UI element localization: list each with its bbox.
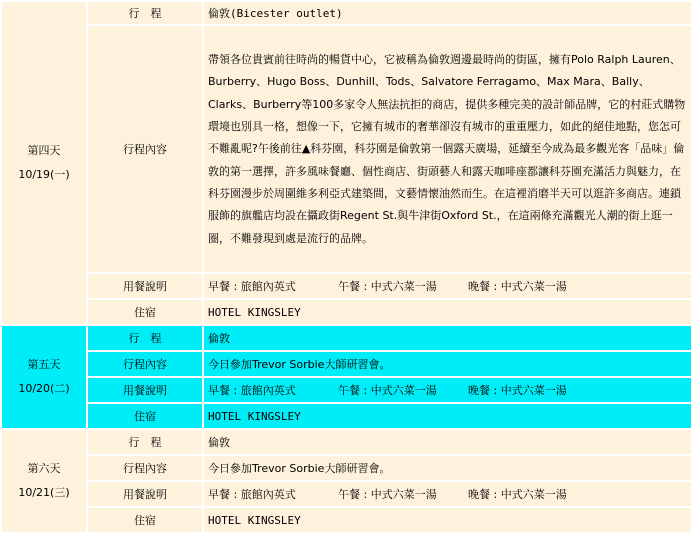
day-4-content-row: [2, 26, 691, 272]
day-label: 第四天: [27, 144, 61, 157]
breakfast: 早餐 : 旅館內英式: [208, 488, 296, 501]
lunch: 午餐 : 中式六菜一湯: [338, 384, 437, 397]
lunch: 午餐 : 中式六菜一湯: [338, 280, 437, 293]
hotel-label: 住宿: [88, 404, 202, 428]
route-label: 行 程: [88, 2, 202, 24]
dinner: 晚餐 : 中式六菜一湯: [468, 384, 567, 397]
dinner: 晚餐 : 中式六菜一湯: [468, 280, 567, 293]
day-label: 第六天: [27, 462, 61, 475]
dinner: 晚餐 : 中式六菜一湯: [468, 488, 567, 501]
day-5-content-row: [2, 352, 691, 376]
route-value: 倫敦(Bicester outlet): [204, 2, 691, 24]
lunch: 午餐 : 中式六菜一湯: [338, 488, 437, 501]
hotel-value: HOTEL KINGSLEY: [204, 508, 691, 532]
content-label: 行程內容: [88, 26, 202, 272]
day-6-route-row: [2, 430, 691, 454]
hotel-label: 住宿: [88, 508, 202, 532]
breakfast: 早餐 : 旅館內英式: [208, 280, 296, 293]
hotel-value: HOTEL KINGSLEY: [204, 404, 691, 428]
meals-label: 用餐說明: [88, 482, 202, 506]
content-label: 行程內容: [88, 456, 202, 480]
day-5-route-row: [2, 326, 691, 350]
day-date: 10/21(三): [18, 486, 70, 499]
meals-value: [204, 378, 691, 402]
day-4-meals-row: [2, 274, 691, 298]
content-value: 今日參加Trevor Sorbie大師研習會。: [204, 456, 691, 480]
hotel-value: HOTEL KINGSLEY: [204, 300, 691, 324]
day-6-hotel-row: [2, 508, 691, 532]
hotel-label: 住宿: [88, 300, 202, 324]
meals-value: [204, 274, 691, 298]
content-value: 帶領各位貴賓前往時尚的暢貨中心，它被稱為倫敦週邊最時尚的街區，擁有Polo Ralph Lauren、Burberry、Hugo Boss、Dunhill、Tods、Salvatore Ferragamo、Max Mara、Bally、Clarks、Burberry等100多家令人無法抗拒的商店，提供多種完美的設計師品牌，它的村莊式購物環境也別具一格，想像一下，它擁有城市的奢華卻沒有城市的重重壓力，如此的絕佳地點，您怎可不難亂呢?午後前往▲科芬園，科芬園是倫敦第一個露天廣場，延續至今成為最多觀光客「品味」倫敦的第一選擇，許多風味餐廳、個性商店、街頭藝人和露天咖啡座都讓科芬園充滿活力與魅力，在科芬園漫步於周圍維多利亞式建築間，文藝情懷油然而生。在這裡消磨半天可以逛許多商店。連鎖服飾的旗艦店均設在攝政街Regent St.與牛津街Oxford St.，在這兩條充滿觀光人潮的街上逛一圈，不難發現到處是流行的品牌。: [204, 26, 691, 272]
route-label: 行 程: [88, 326, 202, 350]
route-value: 倫敦: [204, 326, 691, 350]
meals-value: [204, 482, 691, 506]
day-4-hotel-row: [2, 300, 691, 324]
day-6-content-row: [2, 456, 691, 480]
breakfast: 早餐 : 旅館內英式: [208, 384, 296, 397]
day-5-meals-row: [2, 378, 691, 402]
route-label: 行 程: [88, 430, 202, 454]
meals-label: 用餐說明: [88, 274, 202, 298]
day-4-route-row: [2, 2, 691, 24]
day-5-cell: [2, 326, 86, 428]
route-value: 倫敦: [204, 430, 691, 454]
day-label: 第五天: [27, 358, 61, 371]
day-6-meals-row: [2, 482, 691, 506]
content-label: 行程內容: [88, 352, 202, 376]
day-date: 10/19(一): [18, 168, 70, 181]
day-4-cell: [2, 2, 86, 324]
day-5-hotel-row: [2, 404, 691, 428]
content-value: 今日參加Trevor Sorbie大師研習會。: [204, 352, 691, 376]
day-date: 10/20(二): [18, 382, 70, 395]
meals-label: 用餐說明: [88, 378, 202, 402]
